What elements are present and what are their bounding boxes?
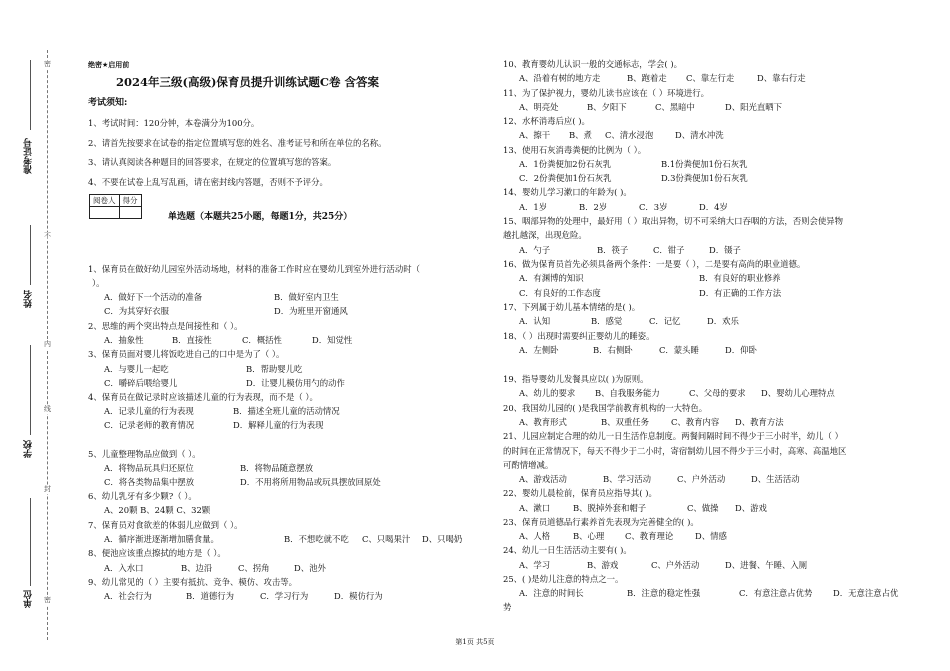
option: D、情感 [695,531,727,541]
xingming-underline [30,225,31,285]
option: C．嚼碎后喂给婴儿 [104,378,178,388]
question-text: 4、保育员在做记录时应该描述儿童的行为表现，而不是（ ）。 [88,392,318,402]
seal-char: 不 [44,232,51,240]
question-text: 24、幼儿一日生活活动主要有( )。 [503,545,632,555]
option: B、心理 [573,531,605,541]
option: B、夕阳下 [587,102,627,112]
option: D、生活活动 [751,474,800,484]
question-text: 越扎越深，出现危险。 [503,230,587,240]
notice-item: 2、请首先按要求在试卷的指定位置填写您的姓名、准考证号和所在单位的名称。 [88,138,387,148]
notice-item: 3、请认真阅读各种题目的回答要求，在规定的位置填写您的答案。 [88,157,337,167]
option: A．左侧卧 [519,345,559,355]
option: D、靠右行走 [757,73,806,83]
question-text: 21、儿园应制定合理的幼儿一日生活作息制度。两餐间隔时间不得少于三小时半，幼儿（ ） [503,431,843,441]
question-text: 11、为了保护视力，婴幼儿读书应该在（ ）环境进行。 [503,88,709,98]
option: D、进餐、午睡、入厕 [725,560,808,570]
option: C、只喝果汁 [362,534,411,544]
option: D、池外 [294,563,326,573]
option: D．有正确的工作方法 [699,288,782,298]
question-text: 13、使用石灰消毒粪便的比例为（ ）。 [503,145,647,155]
option: D．无意注意占优 [833,588,899,598]
page-title: 2024年三级(高级)保育员提升训练试题C卷 含答案 [116,75,380,89]
question-text: 15、咽部异物的处理中，最好用（ ）取出异物，切不可采纳大口吞咽的方法，否则会使异物 [503,216,843,226]
option: C．钳子 [653,245,685,255]
option: A、擦干 [519,130,551,140]
question-text: 20、我国幼儿园的( )是我国学前教育机构的一大特色。 [503,403,708,413]
option: D、游戏 [735,503,767,513]
option: B、脱掉外套和帽子 [573,503,647,513]
question-text: 2、思维的两个突出特点是间接性和（ ）。 [88,321,243,331]
zhunkao-underline [30,60,31,130]
option: A．循序渐进逐渐增加膳食量。 [104,534,219,544]
question-text: 7、保育员对食欲差的体弱儿应做到（ ）。 [88,520,243,530]
option: B．注意的稳定性强 [627,588,701,598]
option: B、边沿 [181,563,213,573]
option: C．有意注意占优势 [739,588,813,598]
seal-char: 内 [44,340,51,348]
option: A、游戏活动 [519,474,567,484]
option: C．2份粪便加1份石灰乳 [519,173,612,183]
option: C．学习行为 [260,591,309,601]
option: C、父母的要求 [689,388,746,398]
option: C、黑暗中 [655,102,695,112]
option: A．将物品玩具归还原位 [104,463,194,473]
zhunkao-label: 准考证号 [24,138,34,174]
option: A、沿着有树的地方走 [519,73,601,83]
option: D．解释儿童的行为表现 [233,420,324,430]
option: A、20颗 B、24颗 C、32颗 [104,505,211,515]
option: C．有良好的工作态度 [519,288,601,298]
xuexiao-underline [30,345,31,435]
option: B、双重任务 [601,417,650,427]
question-text: 6、幼儿乳牙有多少颗?（ ）。 [88,491,197,501]
option: D、阳光直晒下 [725,102,782,112]
option: B、学习活动 [603,474,652,484]
option: B．感觉 [591,316,623,326]
option: D、婴幼儿心理特点 [761,388,835,398]
seal-margin [0,0,62,671]
option: C、做操 [687,503,719,513]
option: B、跑着走 [627,73,667,83]
option: A．有渊博的知识 [519,273,584,283]
option: D、只喝奶 [422,534,463,544]
option: A．记录儿童的行为表现 [104,406,194,416]
option: A．1份粪便加2份石灰乳 [519,159,612,169]
secret-label: 绝密★启用前 [88,61,130,69]
question-text: 22、婴幼儿晨检前，保育员应指导其( )。 [503,488,657,498]
option: D．知觉性 [312,335,353,345]
option: C．为其穿好衣服 [104,306,170,316]
option: B．将物品随意摆放 [240,463,314,473]
option: D．让婴儿模仿用勺的动作 [246,378,345,388]
question-text: 可酌情增减。 [503,460,554,470]
option: 势 [503,602,512,612]
option: A、漱口 [519,503,551,513]
option: C．3岁 [639,202,668,212]
option: C．记录老师的教育情况 [104,420,195,430]
option: C、户外活动 [651,560,700,570]
notice-heading: 考试须知: [88,98,128,108]
option: B．不想吃就不吃 [284,534,349,544]
option: A．勺子 [519,245,551,255]
section-title: 单选题（本题共25小题，每题1分，共25分） [168,212,353,222]
option: B、游戏 [587,560,619,570]
option: C．概括性 [242,335,282,345]
option: A．抽象性 [104,335,144,345]
question-text: 14、婴幼儿学习漱口的年龄为( )。 [503,187,632,197]
option: B．2岁 [579,202,608,212]
option: D．为班里开窗通风 [274,306,348,316]
question-text: 17、下列属于幼儿基本情绪的是( )。 [503,302,641,312]
option: B.1份粪便加1份石灰乳 [661,159,748,169]
option: D．模仿行为 [334,591,383,601]
question-text: 3、保育员面对婴儿将饭吃进自己的口中是为了（ ）。 [88,349,285,359]
question-text: 12、水杯消毒后应( )。 [503,116,590,126]
danwei-underline [30,498,31,586]
option: B、煮 [569,130,592,140]
option: B．有良好的职业修养 [699,273,781,283]
question-text: 10、教育婴幼儿认识一般的交通标志，学会( )。 [503,59,682,69]
score-cell[interactable] [119,207,141,219]
option: C、清水浸泡 [605,130,654,140]
option: D．仰卧 [725,345,757,355]
option: A．与婴儿一起吃 [104,364,169,374]
option: A、幼儿的要求 [519,388,576,398]
option: A．注意的时间长 [519,588,584,598]
option: C、户外活动 [677,474,726,484]
reviewer-header: 阅卷人 [90,195,120,207]
option: D．不用将所用物品或玩具摆放回原处 [240,477,381,487]
option: B．直接性 [172,335,212,345]
option: A、教育形式 [519,417,567,427]
option: C．记忆 [649,316,681,326]
seal-char: 封 [44,485,51,493]
option: D.3份粪便加1份石灰乳 [661,173,748,183]
option: C．将各类物品集中摆放 [104,477,195,487]
question-text: 23、保育员道德品行素养首先表现为完善健全的( )。 [503,517,699,527]
option: C、靠左行走 [686,73,735,83]
question-text: 9、幼儿常见的（ ）主要有抵抗、竞争、模仿、攻击等。 [88,577,297,587]
xingming-label: 姓名 [24,290,34,308]
option: A．1岁 [519,202,548,212]
seal-char: 线 [44,405,51,413]
option: B．右侧卧 [593,345,633,355]
question-text: 1、保育员在做好幼儿园室外活动场地，材料的准备工作时应在婴幼儿到室外进行活动时（ [88,264,420,274]
question-text: 的时间在正常情况下，每天不得少于二小时，寄宿制幼儿园不得少于三小时，高寒、高温地区 [503,446,847,456]
option: D．欢乐 [707,316,739,326]
notice-item: 1、考试时间：120分钟，本卷满分为100分。 [88,118,260,128]
option: C、教育内容 [671,417,720,427]
option: A．社会行为 [104,591,152,601]
score-table [89,194,142,219]
option: B．做好室内卫生 [274,292,339,302]
option: D．镊子 [709,245,741,255]
option: B．道德行为 [186,591,235,601]
option: D、清水冲洗 [675,130,724,140]
option: C、教育理论 [625,531,674,541]
notice-item: 4、不要在试卷上乱写乱画，请在密封线内答题，否则不予评分。 [88,177,328,187]
option: D．4岁 [699,202,728,212]
option: D、教育方法 [735,417,784,427]
option: B．描述全班儿童的活动情况 [233,406,340,416]
option: B、自我服务能力 [595,388,660,398]
option: A．认知 [519,316,551,326]
option: B．筷子 [597,245,629,255]
option: A．做好下一个活动的准备 [104,292,203,302]
danwei-label: 单位 [24,590,34,608]
option: A、人格 [519,531,551,541]
question-text: ）。 [92,278,105,288]
question-text: 16、做为保育员首先必须具备两个条件：一是要（ ），二是要有高尚的职业道德。 [503,259,806,269]
option: A、学习 [519,560,551,570]
question-text: 8、便池应该重点擦拭的地方是（ ）。 [88,548,226,558]
option: C、拐角 [238,563,270,573]
reviewer-cell[interactable] [90,207,120,219]
question-text: 19、指导婴幼儿发餐具应以( )为原则。 [503,374,649,384]
seal-char: 密 [44,596,51,604]
option: C．蒙头睡 [659,345,699,355]
option: B．帮助婴儿吃 [246,364,303,374]
seal-char: 密 [44,60,51,68]
option: A、明亮处 [519,102,559,112]
xuexiao-label: 学校 [24,440,34,458]
score-header: 得分 [119,195,141,207]
question-text: 25、( )是幼儿注意的特点之一。 [503,574,624,584]
question-text: 5、儿童整理物品应做到（ ）。 [88,449,201,459]
option: A．入水口 [104,563,144,573]
page-footer: 第1页 共5页 [455,638,495,646]
question-text: 18、（ ）出现时需要纠正婴幼儿的睡姿。 [503,331,655,341]
